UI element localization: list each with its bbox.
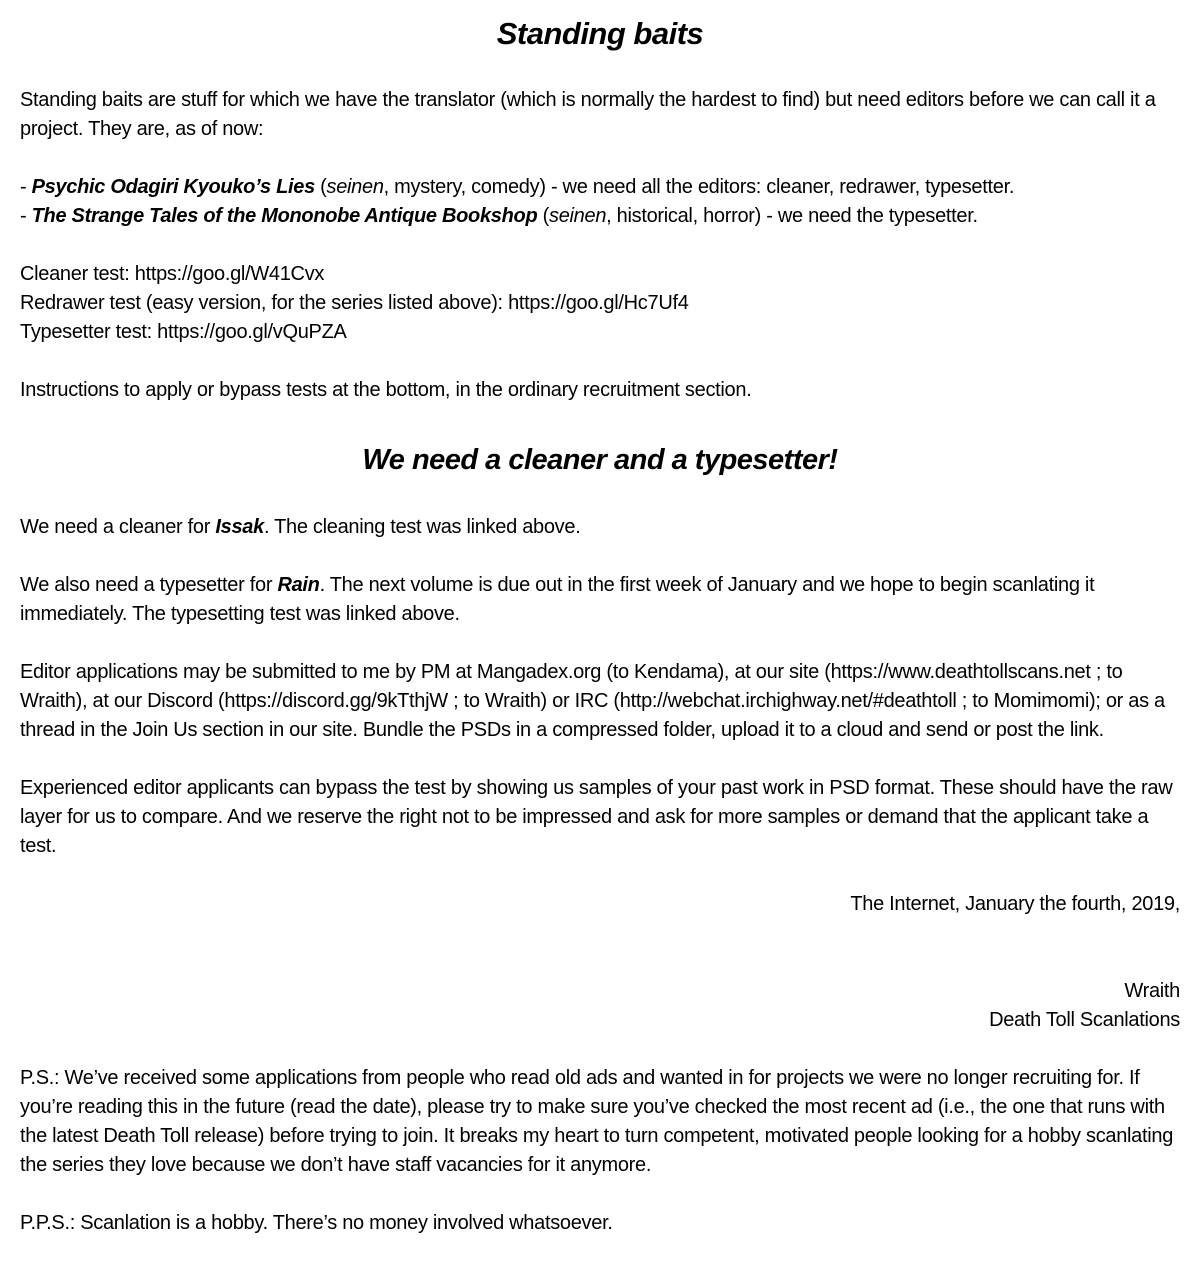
test-links-block [20,260,1180,347]
cleaner-need-paragraph: We need a cleaner for Issak. The cleaning test was linked above. [20,516,581,538]
dateline: The Internet, January the fourth, 2019, [850,893,1180,915]
instructions-paragraph: Instructions to apply or bypass tests at the bottom, in the ordinary recruitment section. [20,379,752,401]
signature-name: Wraith [1124,980,1180,1002]
bypass-paragraph: Experienced editor applicants can bypass the test by showing us samples of your past work in PSD format. These should have the raw layer for us to compare. And we reserve the right not to be impressed and ask for more samples or demand that the applicant take a test. [20,777,1173,857]
section-title-need-cleaner-typesetter: We need a cleaner and a typesetter! [362,444,838,476]
standing-baits-list [20,173,1180,231]
intro-paragraph: Standing baits are stuff for which we have the translator (which is normally the hardest to find) but need editors before we can call it a project. They are, as of now: [20,89,1156,140]
ps-paragraph: P.S.: We’ve received some applications from people who read old ads and wanted in for projects we were no longer recruiting for. If you’re reading this in the future (read the date), please try to make sure you’ve checked the most recent ad (i.e., the one that runs with the latest Death Toll release) before trying to join. It breaks my heart to turn competent, motivated people looking for a hobby scanlating the series they love because we don’t have staff vacancies for it anymore. [20,1067,1174,1176]
bait-item-mononobe-bookshop: - The Strange Tales of the Mononobe Antique Bookshop (seinen, historical, horror) - we need the typesetter. [20,205,978,227]
bait-item-psychic-odagiri: - Psychic Odagiri Kyouko’s Lies (seinen, mystery, comedy) - we need all the editors: cleaner, redrawer, typesetter. [20,176,1015,198]
typesetter-need-paragraph: We also need a typesetter for Rain. The next volume is due out in the first week of January and we hope to begin scanlating it immediately. The typesetting test was linked above. [20,574,1095,625]
applications-paragraph: Editor applications may be submitted to me by PM at Mangadex.org (to Kendama), at our site (https://www.deathtollscans.net ; to Wraith), at our Discord (https://discord.gg/9kTthjW ; to Wraith) or IRC (http://webchat.irchighway.net/#deathtoll ; to Momimomi); or as a thread in the Join Us section in our site. Bundle the PSDs in a compressed folder, upload it to a cloud and send or post the link. [20,661,1165,741]
cleaner-test-line: Cleaner test: https://goo.gl/W41Cvx [20,263,325,285]
page-title: Standing baits [496,16,704,51]
pps-paragraph: P.P.S.: Scanlation is a hobby. There’s no money involved whatsoever. [20,1212,613,1234]
signature-group: Death Toll Scanlations [989,1009,1180,1031]
typesetter-test-line: Typesetter test: https://goo.gl/vQuPZA [20,321,347,343]
signature-block [20,977,1180,1035]
redrawer-test-line: Redrawer test (easy version, for the series listed above): https://goo.gl/Hc7Uf4 [20,292,689,314]
